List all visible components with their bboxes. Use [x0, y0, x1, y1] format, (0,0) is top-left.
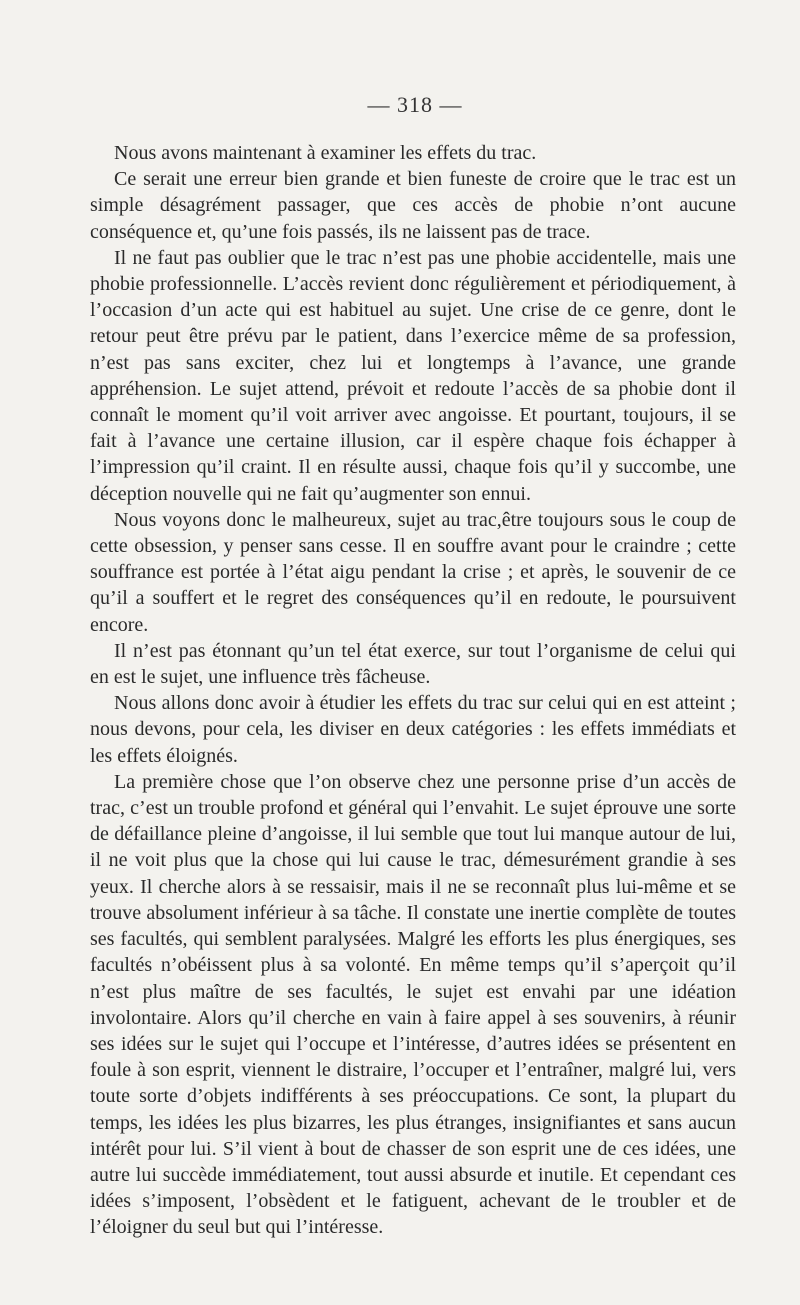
- paragraph: Nous voyons donc le malheureux, sujet au trac,être toujours sous le coup de cette obsession, y penser sans cesse. Il en souffre avant pour le craindre ; cette souffrance est portée à l’état aigu pendant la crise ; et après, le souvenir de ce qu’il a souffert et le regret des conséquences qu’il en redoute, le poursuivent encore.: [90, 508, 736, 636]
- paragraph: La première chose que l’on observe chez une personne prise d’un accès de trac, c’est un trouble profond et général qui l’envahit. Le sujet éprouve une sorte de défaillance pleine d’angoisse, il lui semble que tout lui manque autour de lui, il ne voit plus que la chose qui lui cause le trac, démesurément grandie à ses yeux. Il cherche alors à se ressaisir, mais il ne se reconnaît plus lui-même et se trouve absolument inférieur à sa tâche. Il constate une inertie complète de toutes ses facultés, qui semblent paralysées. Malgré les efforts les plus énergiques, ses facultés n’obéissent plus à sa volonté. En même temps qu’il s’aperçoit qu’il n’est plus maître de ses facultés, le sujet est envahi par une idéation involontaire. Alors qu’il cherche en vain à faire appel à ses souvenirs, à réunir ses idées sur le sujet qui l’occupe et l’intéresse, d’autres idées se présentent en foule à son esprit, viennent le distraire, l’occuper et l’entraîner, malgré lui, vers toute sorte d’objets indifférents à ses préoccupations. Ce sont, la plupart du temps, les idées les plus bizarres, les plus étranges, insignifiantes et sans aucun intérêt pour lui. S’il vient à bout de chasser de son esprit une de ces idées, une autre lui succède immédiatement, tout aussi absurde et inutile. Et cependant ces idées s’imposent, l’obsèdent et le fatiguent, achevant de le troubler et de l’éloigner du seul but qui l’intéresse.: [90, 770, 736, 1239]
- paragraph: Nous allons donc avoir à étudier les effets du trac sur celui qui en est atteint ; nous devons, pour cela, les diviser en deux catégories : les effets immédiats et les effets éloignés.: [90, 692, 736, 767]
- body-text: [90, 140, 736, 1241]
- paragraph: Il ne faut pas oublier que le trac n’est pas une phobie accidentelle, mais une phobie professionnelle. L’accès revient donc régulièrement et périodiquement, à l’occasion d’un acte qui est habituel au sujet. Une crise de ce genre, dont le retour peut être prévu par le patient, dans l’exercice même de sa profession, n’est pas sans exciter, chez lui et longtemps à l’avance, une grande appréhension. Le sujet attend, prévoit et redoute l’accès de sa phobie dont il connaît le moment qu’il voit arriver avec angoisse. Et pourtant, toujours, il se fait à l’avance une certaine illusion, car il espère chaque fois échapper à l’impression qu’il craint. Il en résulte aussi, chaque fois qu’il y succombe, une déception nouvelle qui ne fait qu’augmenter son ennui.: [90, 246, 736, 505]
- paragraph: Ce serait une erreur bien grande et bien funeste de croire que le trac est un simple désagrément passager, que ces accès de phobie n’ont aucune conséquence et, qu’une fois passés, ils ne laissent pas de trace.: [90, 168, 736, 243]
- paragraph: Nous avons maintenant à examiner les effets du trac.: [114, 142, 537, 164]
- page-number: — 318 —: [367, 92, 463, 117]
- paragraph: Il n’est pas étonnant qu’un tel état exerce, sur tout l’organisme de celui qui en est le sujet, une influence très fâcheuse.: [90, 639, 736, 689]
